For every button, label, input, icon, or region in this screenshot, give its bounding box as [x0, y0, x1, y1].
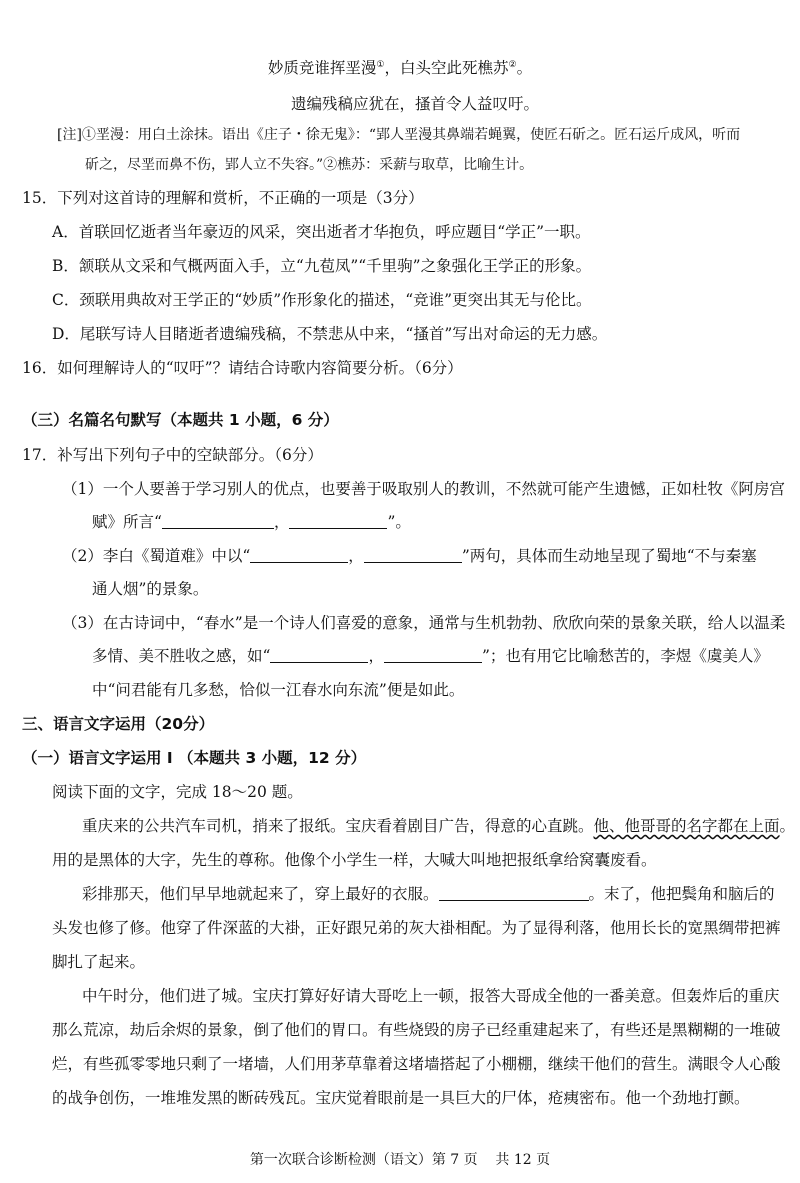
poem-line-2: 遗编残稿应犹在，搔首令人益叹吁。: [290, 95, 539, 113]
passage-p1-line1: [82, 816, 795, 836]
answer-blank[interactable]: [289, 514, 387, 529]
question-17-sub2-line1: [62, 546, 757, 566]
poem-text: 。: [516, 59, 533, 77]
question-15-option-d: D．尾联写诗人目睹逝者遗编残稿，不禁悲从中来，“搔首”写出对命运的无力感。: [52, 325, 608, 343]
footnote-marker: ①: [376, 60, 385, 70]
question-17-sub3-line1: （3）在古诗词中，“春水”是一个诗人们喜爱的意象，通常与生机勃勃、欣欣向荣的景象关联，给人以温柔: [62, 614, 786, 632]
question-15-option-b: B．颔联从文采和气概两面入手，立“九苞凤”“千里驹”之象强化王学正的形象。: [52, 257, 592, 275]
question-17-sub1-line1: （1）一个人要善于学习别人的优点，也要善于吸取别人的教训，不然就可能产生遗憾，正如杜牧《阿房宫: [62, 480, 785, 498]
wavy-underlined-sentence: 他、他哥哥的名字都在上面: [593, 817, 780, 835]
passage-p3-line4: 的战争创伤，一堆堆发黑的断砖残瓦。宝庆觉着眼前是一具巨大的尸体，疮痍密布。他一个劲地打颤。: [52, 1089, 750, 1107]
question-17-sub3-line2: [92, 646, 769, 666]
annotation-line-1: [注]①垩漫：用白土涂抹。语出《庄子・徐无鬼》：“郢人垩漫其鼻端若蝇翼，使匠石斫之。匠石运斤成风，听而: [57, 127, 741, 143]
fill-text: ”两句，具体而生动地呈现了蜀地“不与秦塞: [461, 547, 757, 565]
fill-text: ”；也有用它比喻愁苦的，李煜《虞美人》: [481, 647, 769, 665]
question-17-stem: 17．补写出下列句子中的空缺部分。（6分）: [22, 446, 323, 464]
poem-line-1: [0, 58, 800, 78]
passage-p2-line3: 脚扎了起来。: [52, 953, 146, 971]
answer-blank[interactable]: [270, 648, 368, 663]
poem-text: ，白头空此死樵苏: [384, 59, 509, 77]
passage-text: 彩排那天，他们早早地就起来了，穿上最好的衣服。: [82, 885, 439, 903]
fill-text: 赋》所言“: [92, 513, 162, 531]
question-15-option-c: C．颈联用典故对王学正的“妙质”作形象化的描述，“竞谁”更突出其无与伦比。: [52, 291, 592, 309]
passage-text: 重庆来的公共汽车司机，捎来了报纸。宝庆看着剧目广告，得意的心直跳。: [82, 817, 594, 835]
passage-p3-line2: 那么荒凉，劫后余烬的景象，倒了他们的胃口。有些烧毁的房子已经重建起来了，有些还是黑糊糊的一堆破: [52, 1021, 781, 1039]
answer-blank[interactable]: [162, 514, 274, 529]
footnote-marker: ②: [508, 60, 517, 70]
passage-p2-line2: 头发也修了修。他穿了件深蓝的大褂，正好跟兄弟的灰大褂相配。为了显得利落，他用长长的宽黑绸带把裤: [52, 919, 781, 937]
answer-blank[interactable]: [439, 886, 589, 901]
fill-text: ”。: [387, 513, 411, 531]
fill-text: ，: [273, 513, 290, 531]
reading-intro: 阅读下面的文字，完成 18～20 题。: [52, 783, 303, 801]
answer-blank[interactable]: [250, 548, 348, 563]
passage-text: 。: [779, 817, 796, 835]
question-16-stem: 16．如何理解诗人的“叹吁”？请结合诗歌内容简要分析。（6分）: [22, 359, 463, 377]
annotation-line-2: 斫之，尽垩而鼻不伤，郢人立不失容。”②樵苏：采薪与取草，比喻生计。: [85, 157, 534, 173]
section-3-1-title: （一）语言文字运用 I （本题共 3 小题，12 分）: [22, 749, 367, 767]
section-3-title: 三、语言文字运用（20分）: [22, 715, 215, 733]
fill-text: 多情、美不胜收之感，如“: [92, 647, 271, 665]
answer-blank[interactable]: [364, 548, 462, 563]
passage-p1-line2: 用的是黑体的大字，先生的尊称。他像个小学生一样，大喊大叫地把报纸拿给窝囊废看。: [52, 851, 657, 869]
passage-p3-line3: 烂，有些孤零零地只剩了一堵墙，人们用茅草靠着这堵墙搭起了小棚棚，继续干他们的营生。满眼令人心酸: [52, 1055, 781, 1073]
fill-text: ，: [368, 647, 384, 665]
fill-text: （2）李白《蜀道难》中以“: [62, 547, 251, 565]
question-17-sub1-line2: [92, 512, 411, 532]
passage-p2-line1: [82, 884, 775, 904]
section-recite-title: （三）名篇名句默写（本题共 1 小题，6 分）: [22, 411, 339, 429]
question-17-sub2-line2: 通人烟”的景象。: [92, 580, 209, 598]
poem-text: 妙质竞谁挥垩漫: [267, 59, 377, 77]
question-15-option-a: A．首联回忆逝者当年豪迈的风采，突出逝者才华抱负，呼应题目“学正”一职。: [52, 223, 591, 241]
passage-text: 。末了，他把鬓角和脑后的: [588, 885, 775, 903]
page-footer: 第一次联合诊断检测（语文）第 7 页 共 12 页: [249, 1152, 551, 1168]
question-17-sub3-line3: 中“问君能有几多愁，恰似一江春水向东流”便是如此。: [92, 681, 465, 699]
fill-text: ，: [348, 547, 364, 565]
answer-blank[interactable]: [384, 648, 482, 663]
passage-p3-line1: 中午时分，他们进了城。宝庆打算好好请大哥吃上一顿，报答大哥成全他的一番美意。但轰炸后的重庆: [82, 987, 780, 1005]
question-15-stem: 15．下列对这首诗的理解和赏析，不正确的一项是（3分）: [22, 189, 424, 207]
